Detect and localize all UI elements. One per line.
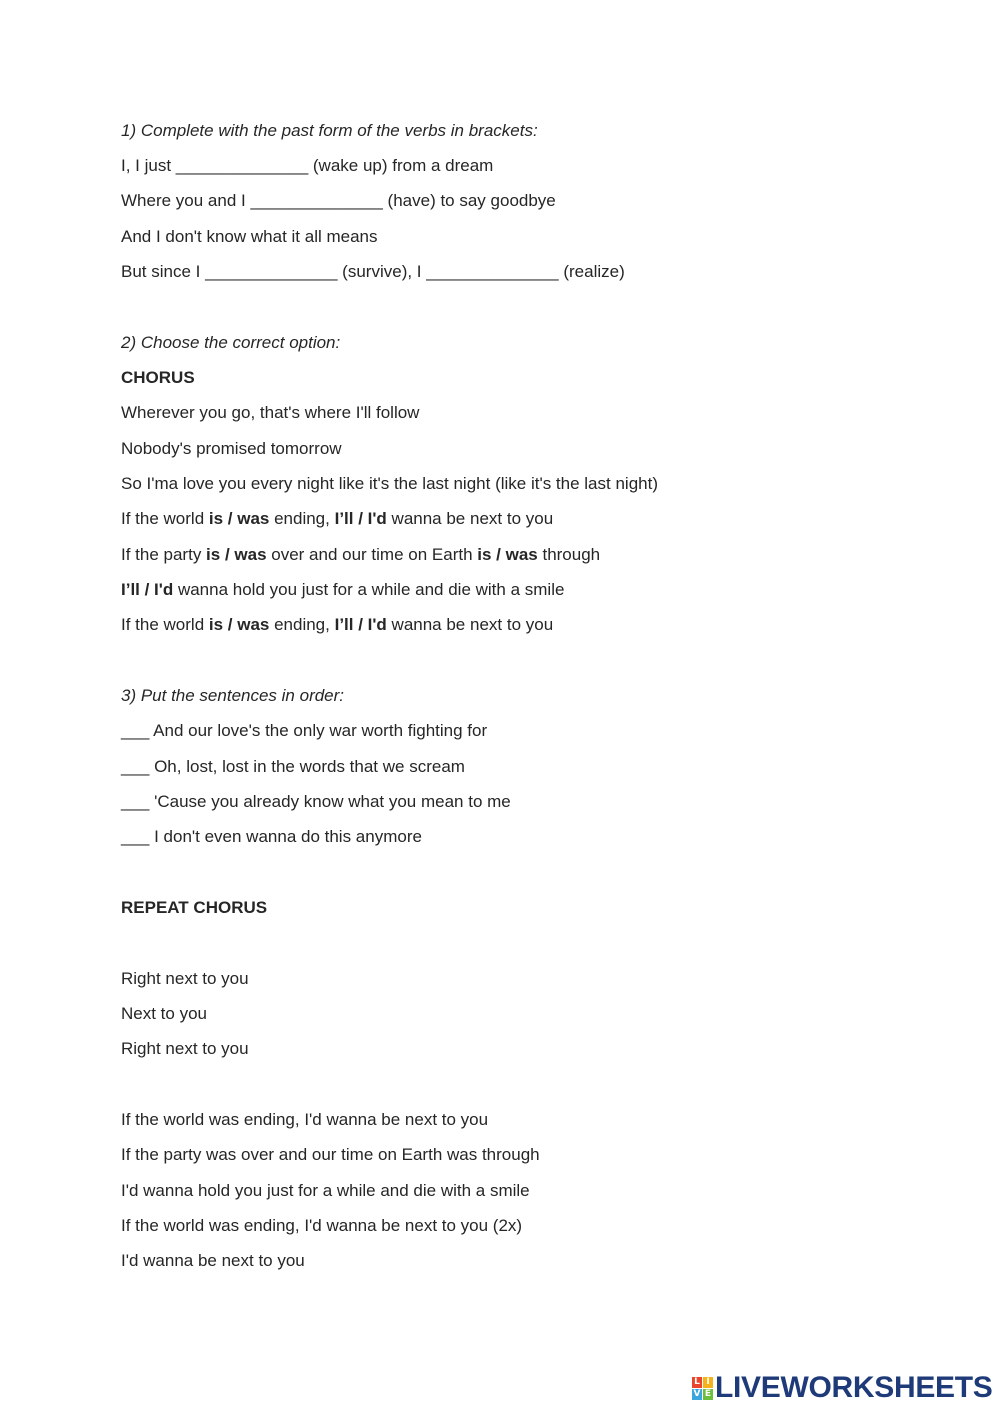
verb-option: I’ll / I'd (334, 509, 387, 528)
logo-icon-letter: L (692, 1377, 702, 1388)
chorus-option-line (121, 544, 600, 566)
verb-option: is / was (208, 615, 270, 634)
logo-icon-letter: I (703, 1377, 713, 1388)
exercise-1-line: But since I ______________ (survive), I ______________ (realize) (121, 262, 625, 281)
order-line: ___ Oh, lost, lost in the words that we scream (121, 757, 465, 776)
text-segment: ending, (269, 509, 335, 528)
chorus-line: So I'ma love you every night like it's the last night (like it's the last night) (121, 474, 658, 493)
exercise-2-heading: 2) Choose the correct option: (121, 333, 341, 352)
exercise-1-line: Where you and I ______________ (have) to say goodbye (121, 191, 556, 210)
text-segment: through (537, 545, 601, 564)
verb-option: is / was (477, 545, 538, 564)
exercise-1-line: And I don't know what it all means (121, 227, 378, 246)
text-segment: wanna be next to you (386, 509, 554, 528)
exercise-1-line: I, I just ______________ (wake up) from a dream (121, 156, 494, 175)
chorus-line: Wherever you go, that's where I'll follow (121, 403, 420, 422)
liveworksheets-logo-icon (692, 1377, 712, 1399)
exercise-3-heading: 3) Put the sentences in order: (121, 686, 345, 705)
text-segment: If the world (121, 615, 209, 634)
chorus-option-line (121, 579, 564, 601)
repeat-chorus-label: REPEAT CHORUS (121, 898, 268, 917)
logo-text: LIVEWORKSHEETS (715, 1371, 993, 1404)
order-line: ___ I don't even wanna do this anymore (121, 827, 422, 846)
lyric-line: I'd wanna hold you just for a while and die with a smile (121, 1181, 530, 1200)
text-segment: wanna be next to you (386, 615, 554, 634)
verb-option: I’ll / I'd (121, 580, 174, 599)
verb-option: I’ll / I'd (334, 615, 387, 634)
lyric-line: Next to you (121, 1004, 207, 1023)
exercise-1-heading: 1) Complete with the past form of the verbs in brackets: (121, 121, 538, 140)
verb-option: is / was (206, 545, 267, 564)
lyric-line: Right next to you (121, 969, 249, 988)
lyric-line: If the world was ending, I'd wanna be next to you (121, 1110, 489, 1129)
logo-icon-letter: E (704, 1389, 712, 1399)
text-segment: ending, (269, 615, 335, 634)
logo-icon-letter: V (693, 1389, 701, 1399)
chorus-line: Nobody's promised tomorrow (121, 439, 342, 458)
lyric-line: If the party was over and our time on Earth was through (121, 1145, 540, 1164)
text-segment: If the world (121, 509, 209, 528)
chorus-option-line (121, 614, 553, 636)
lyric-line: Right next to you (121, 1039, 249, 1058)
text-segment: wanna hold you just for a while and die with a smile (173, 580, 565, 599)
order-line: ___ And our love's the only war worth fighting for (121, 721, 488, 740)
verb-option: is / was (208, 509, 270, 528)
order-line: ___ 'Cause you already know what you mean to me (121, 792, 511, 811)
text-segment: over and our time on Earth (266, 545, 478, 564)
lyric-line: If the world was ending, I'd wanna be next to you (2x) (121, 1216, 523, 1235)
text-segment: If the party (121, 545, 207, 564)
chorus-option-line (121, 508, 553, 530)
lyric-line: I'd wanna be next to you (121, 1251, 305, 1270)
chorus-label: CHORUS (121, 368, 195, 387)
liveworksheets-logo (692, 1371, 993, 1404)
